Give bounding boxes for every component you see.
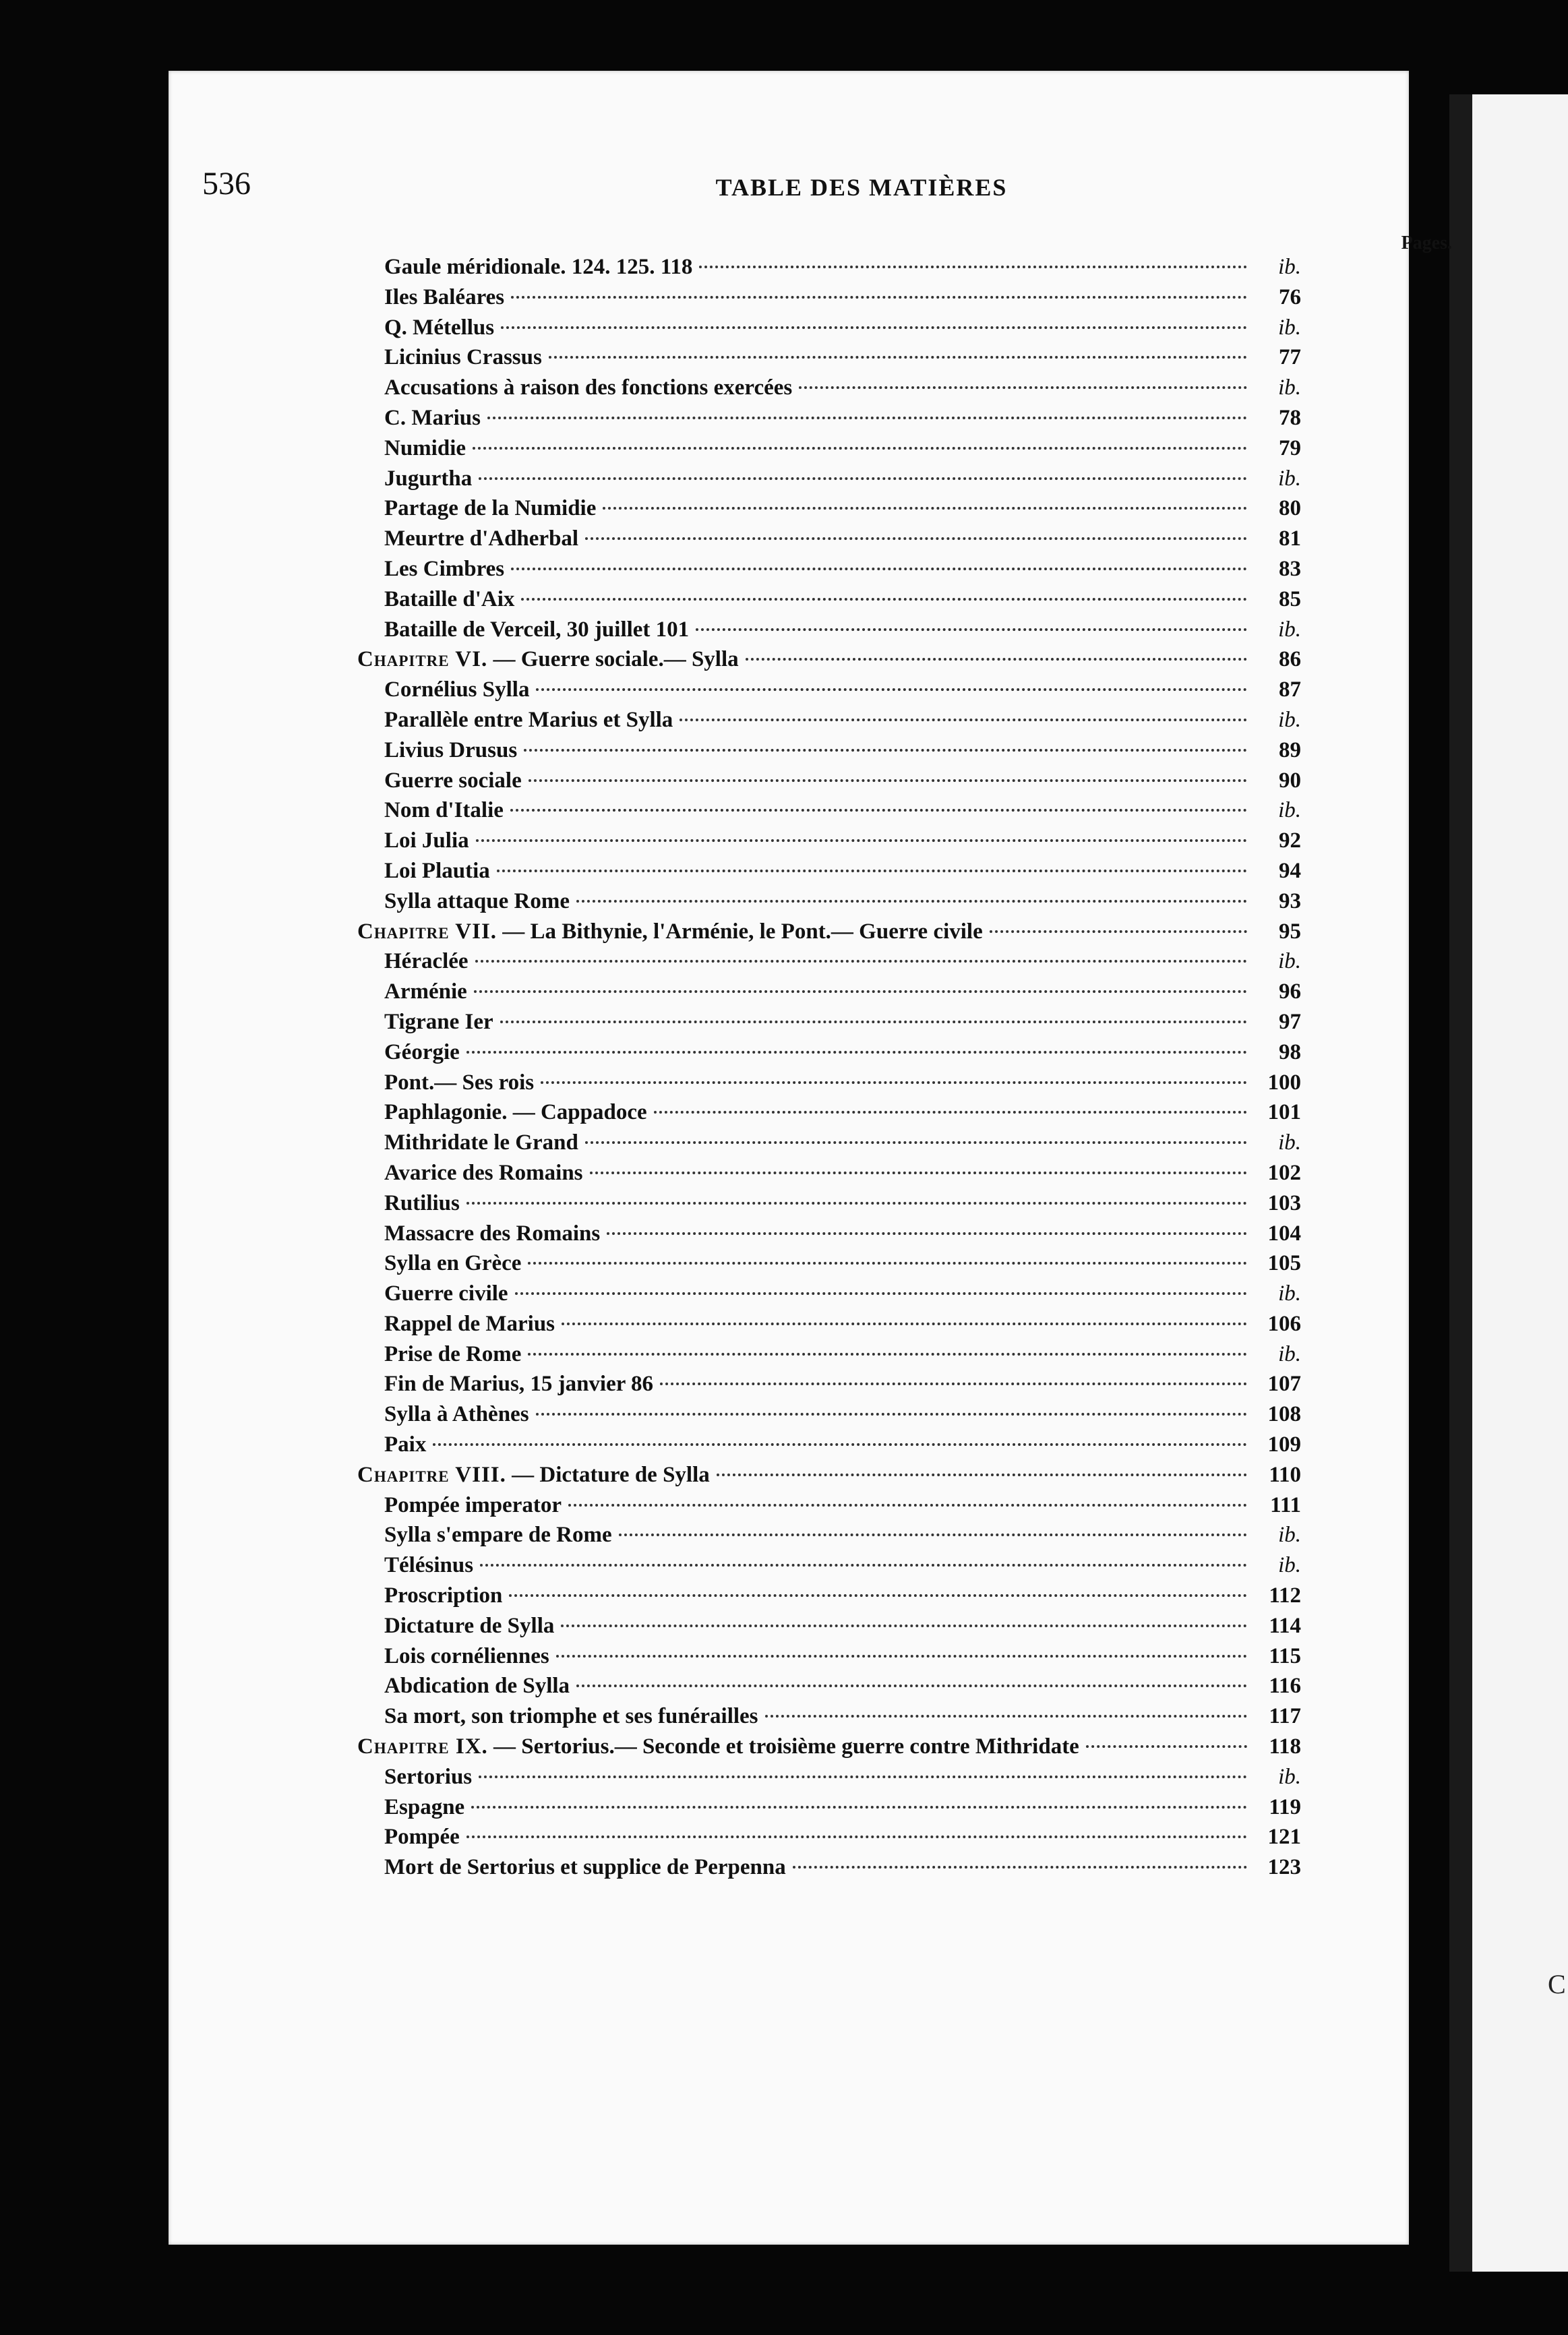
dot-leader [619,1534,1247,1536]
dot-leader [511,568,1247,570]
toc-entry-row [330,587,1301,617]
chapter-title [357,1463,710,1488]
entry-title: Partage de la Numidie [384,496,597,521]
toc-entry-row [330,949,1301,979]
page-reference: 96 [1279,979,1301,1004]
chapter-title [357,919,983,944]
entry-title: Paphlagonie. — Cappadoce [384,1100,647,1125]
dot-leader [497,870,1247,872]
entry-title: C. Marius [384,405,481,430]
dot-leader [479,477,1247,480]
adjacent-page-edge [1449,94,1568,2272]
adjacent-page-letter: C [1548,1969,1566,1999]
entry-title: Abdication de Sylla [384,1674,570,1699]
dot-leader [536,688,1247,691]
page-reference: 78 [1279,405,1301,430]
entry-title: Télésinus [384,1553,474,1578]
page-reference: ib. [1278,798,1301,823]
dot-leader [501,326,1247,329]
toc-entry-row [330,1704,1301,1734]
page-reference: 103 [1267,1190,1301,1215]
toc-entry-row [330,889,1301,919]
toc-entry-row [330,1312,1301,1342]
toc-chapter-row [330,1463,1301,1493]
page-reference: ib. [1278,466,1301,491]
page-reference: ib. [1278,1764,1301,1789]
entry-title: Bataille d'Aix [384,586,515,611]
toc-entry-row [330,1523,1301,1553]
dot-leader [765,1715,1247,1718]
dot-leader [799,386,1247,389]
page-reference: 106 [1267,1311,1301,1336]
page-reference: 105 [1267,1251,1301,1276]
page-header [202,165,1467,206]
page-reference: 77 [1279,345,1301,370]
toc-entry-row [330,1070,1301,1101]
toc-entry-row [330,1040,1301,1070]
dot-leader [509,1594,1247,1597]
chapter-subject: — Dictature de Sylla [506,1462,710,1487]
entry-title: Licinius Crassus [384,345,542,370]
toc-entry-row [330,1281,1301,1312]
page-reference: 76 [1279,284,1301,309]
page-reference: 81 [1279,526,1301,551]
page-reference: 92 [1279,828,1301,853]
dot-leader [568,1504,1247,1507]
entry-title: Dictature de Sylla [384,1613,555,1638]
entry-title: Sylla à Athènes [384,1402,529,1427]
chapter-number: Chapitre IX. [357,1734,488,1759]
page-reference: 86 [1279,647,1301,672]
dot-leader [473,447,1247,450]
entry-title: Nom d'Italie [384,798,504,823]
entry-title: Loi Plautia [384,858,490,883]
dot-leader [590,1172,1247,1174]
page-reference: 119 [1269,1794,1301,1819]
chapter-number: Chapitre VI. [357,647,488,672]
page-reference: 116 [1269,1674,1301,1699]
page-reference: ib. [1278,1130,1301,1155]
entry-title: Sylla attaque Rome [384,888,570,913]
entry-title: Avarice des Romains [384,1160,583,1185]
entry-title: Mithridate le Grand [384,1130,578,1155]
entry-title: Sertorius [384,1764,473,1789]
page-reference: 110 [1269,1462,1301,1487]
toc-entry-row [330,315,1301,346]
page-reference: 107 [1267,1372,1301,1397]
chapter-number: Chapitre VII. [357,919,497,944]
dot-leader [433,1443,1247,1446]
dot-leader [471,1806,1247,1809]
dot-leader [990,930,1247,933]
dot-leader [480,1564,1247,1567]
entry-title: Géorgie [384,1039,460,1064]
running-title: TABLE DES MATIÈRES [715,174,1008,201]
page-reference: 87 [1279,677,1301,702]
page-reference: 80 [1279,496,1301,521]
page-reference: 98 [1279,1039,1301,1064]
toc-entry-row [330,1583,1301,1614]
toc-entry-row [330,1342,1301,1372]
page-reference: 93 [1279,888,1301,913]
chapter-number: Chapitre VIII. [357,1462,506,1487]
entry-title: Livius Drusus [384,737,518,762]
page-reference: 90 [1279,768,1301,793]
dot-leader [585,1141,1247,1144]
entry-title: Q. Métellus [384,315,495,340]
entry-title: Parallèle entre Marius et Sylla [384,707,673,732]
dot-leader [717,1474,1247,1476]
page-reference: 111 [1270,1492,1301,1517]
toc-entry-row [330,1221,1301,1252]
toc-entry-row [330,1191,1301,1221]
page-reference: 100 [1267,1070,1301,1095]
toc-entry-row [330,557,1301,587]
toc-entry-row [330,375,1301,406]
chapter-subject: — Guerre sociale.— Sylla [487,647,739,672]
dot-leader [511,296,1247,299]
dot-leader [528,1353,1247,1356]
toc-entry-row [330,526,1301,557]
entry-title: Sylla s'empare de Rome [384,1523,612,1548]
toc-entry-row [330,798,1301,828]
entry-title: Iles Baléares [384,284,505,309]
entry-title: Arménie [384,979,467,1004]
dot-leader [699,266,1247,268]
entry-title: Gaule méridionale. 124. 125. 118 [384,255,693,279]
page-reference: 95 [1279,919,1301,944]
toc-entry-row [330,255,1301,285]
toc-entry-row [330,1765,1301,1795]
page-reference: ib. [1278,949,1301,974]
entry-title: Rappel de Marius [384,1311,555,1336]
dot-leader [479,1776,1247,1778]
dot-leader [515,1292,1247,1295]
page-reference: 118 [1269,1734,1301,1759]
page-reference: 79 [1279,435,1301,460]
dot-leader [585,537,1247,540]
dot-leader [528,1262,1247,1265]
toc-entry-row [330,859,1301,889]
page-reference: ib. [1278,375,1301,400]
toc-chapter-row [330,919,1301,950]
toc-entry-row [330,1161,1301,1191]
toc-entry-row [330,1614,1301,1644]
toc-entry-row [330,1825,1301,1855]
page-reference: 94 [1279,858,1301,883]
entry-title: Numidie [384,435,466,460]
page-reference: 102 [1267,1160,1301,1185]
dot-leader [510,809,1247,812]
entry-title: Fin de Marius, 15 janvier 86 [384,1372,654,1397]
page-reference: ib. [1278,1523,1301,1548]
page-number: 536 [202,166,251,202]
page-reference: 115 [1269,1643,1301,1668]
toc-entry-row [330,828,1301,859]
page-reference: 89 [1279,737,1301,762]
toc-entry-row [330,768,1301,799]
entry-title: Massacre des Romains [384,1221,601,1246]
dot-leader [536,1413,1247,1416]
page-reference: 97 [1279,1009,1301,1034]
page-reference: ib. [1278,255,1301,279]
entry-title: Héraclée [384,949,469,974]
page-reference: ib. [1278,617,1301,642]
toc-entry-row [330,1010,1301,1040]
entry-title: Sylla en Grèce [384,1251,522,1276]
dot-leader [549,356,1247,359]
entry-title: Accusations à raison des fonctions exercées [384,375,793,400]
toc-entry-row [330,979,1301,1010]
dot-leader [524,749,1247,752]
dot-leader [521,598,1247,601]
entry-title: Rutilius [384,1190,460,1215]
toc-entry-row [330,738,1301,768]
page-reference: 83 [1279,556,1301,581]
dot-leader [603,507,1247,510]
dot-leader [561,1625,1247,1627]
entry-title: Pont.— Ses rois [384,1070,535,1095]
page-reference: 108 [1267,1402,1301,1427]
toc-entry-row [330,1493,1301,1523]
chapter-subject: — La Bithynie, l'Arménie, le Pont.— Guerre civile [497,919,983,944]
toc-entry-row [330,617,1301,648]
toc-entry-row [330,345,1301,375]
dot-leader [746,658,1247,661]
entry-title: Tigrane Ier [384,1009,493,1034]
toc-entry-row [330,496,1301,526]
page-reference: ib. [1278,1553,1301,1578]
toc-entry-row [330,1402,1301,1432]
dot-leader [562,1323,1247,1325]
toc-chapter-row [330,1734,1301,1765]
toc-chapter-row [330,647,1301,677]
dot-leader [696,628,1247,631]
entry-title: Sa mort, son triomphe et ses funérailles [384,1704,758,1729]
dot-leader [576,900,1247,903]
entry-title: Pompée [384,1825,460,1850]
dot-leader [466,1202,1247,1205]
toc-entry-row [330,436,1301,466]
page-reference: 114 [1269,1613,1301,1638]
entry-title: Guerre sociale [384,768,522,793]
dot-leader [793,1866,1247,1869]
toc-entry-row [330,466,1301,497]
toc-entry-row [330,1130,1301,1161]
dot-leader [466,1836,1247,1838]
dot-leader [680,719,1247,721]
entry-title: Proscription [384,1583,503,1608]
dot-leader [466,1051,1247,1054]
entry-title: Paix [384,1432,427,1457]
entry-title: Guerre civile [384,1281,508,1306]
dot-leader [556,1655,1247,1658]
toc-entry-row [330,285,1301,315]
page-reference: 85 [1279,586,1301,611]
chapter-title [357,1734,1079,1759]
dot-leader [576,1685,1247,1687]
toc-entry-row [330,1372,1301,1402]
dot-leader [607,1232,1247,1235]
entry-title: Loi Julia [384,828,469,853]
toc-entry-row [330,1644,1301,1674]
page-reference: 123 [1267,1855,1301,1880]
page-reference: ib. [1278,707,1301,732]
pages-column-label: Pages. [1401,233,1452,253]
entry-title: Meurtre d'Adherbal [384,526,579,551]
toc-entry-row [330,1100,1301,1130]
page-reference: 121 [1267,1825,1301,1850]
toc-entry-row [330,1855,1301,1885]
toc-entry-row [330,1674,1301,1704]
dot-leader [475,960,1247,963]
entry-title: Pompée imperator [384,1492,562,1517]
dot-leader [660,1383,1247,1385]
table-of-contents [330,255,1301,1885]
entry-title: Bataille de Verceil, 30 juillet 101 [384,617,690,642]
toc-entry-row [330,1553,1301,1583]
page-reference: 112 [1269,1583,1301,1608]
dot-leader [654,1111,1247,1114]
dot-leader [1086,1745,1247,1748]
chapter-title [357,647,739,672]
entry-title: Lois cornéliennes [384,1643,549,1668]
entry-title: Prise de Rome [384,1341,522,1366]
toc-entry-row [330,677,1301,708]
toc-entry-row [330,1432,1301,1463]
entry-title: Jugurtha [384,466,473,491]
page-reference: 101 [1267,1100,1301,1125]
page-reference: ib. [1278,315,1301,340]
dot-leader [529,779,1247,782]
entry-title: Mort de Sertorius et supplice de Perpenna [384,1855,786,1880]
entry-title: Cornélius Sylla [384,677,530,702]
dot-leader [541,1081,1247,1084]
page-reference: ib. [1278,1341,1301,1366]
dot-leader [476,839,1247,842]
chapter-subject: — Sertorius.— Seconde et troisième guerre contre Mithridate [487,1734,1079,1759]
dot-leader [474,990,1247,993]
page-reference: 109 [1267,1432,1301,1457]
toc-entry-row [330,1795,1301,1825]
entry-title: Espagne [384,1794,465,1819]
page-reference: 117 [1269,1704,1301,1729]
toc-entry-row [330,708,1301,738]
page-reference: 104 [1267,1221,1301,1246]
dot-leader [487,417,1247,419]
dot-leader [500,1021,1247,1023]
entry-title: Les Cimbres [384,556,505,581]
toc-entry-row [330,406,1301,436]
page-reference: ib. [1278,1281,1301,1306]
toc-entry-row [330,1251,1301,1281]
